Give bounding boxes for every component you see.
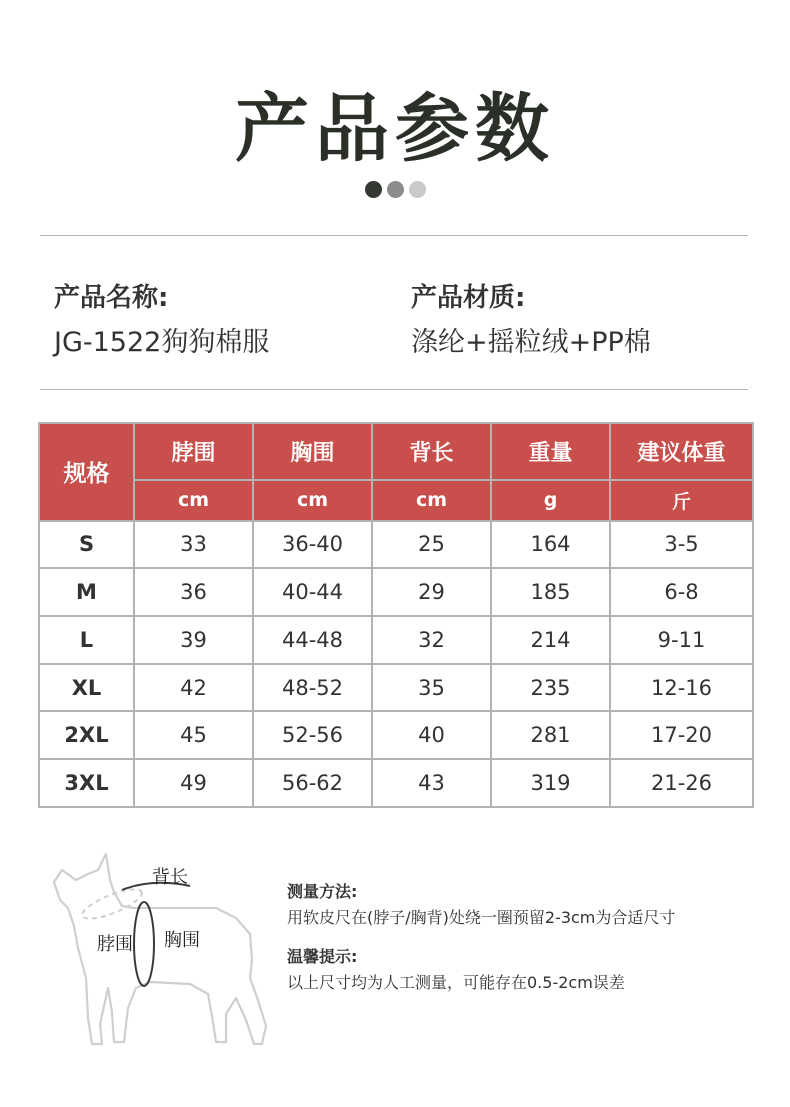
dot-light xyxy=(409,181,426,198)
cell-back: 32 xyxy=(372,616,491,664)
cell-neck: 36 xyxy=(134,568,253,616)
product-name-label: 产品名称: xyxy=(54,283,169,313)
cell-weight: 281 xyxy=(491,711,610,759)
unit-suggested-weight: 斤 xyxy=(610,480,753,521)
cell-back: 25 xyxy=(372,521,491,569)
header-chest: 胸围 xyxy=(253,423,372,480)
cell-weight: 214 xyxy=(491,616,610,664)
cell-weight: 185 xyxy=(491,568,610,616)
chest-loop xyxy=(134,902,154,986)
cell-suggested-weight: 17-20 xyxy=(610,711,753,759)
unit-chest: cm xyxy=(253,480,372,521)
chest-label: 胸围 xyxy=(164,930,200,951)
header-spec xyxy=(39,423,134,521)
divider-top xyxy=(40,235,748,236)
neck-label: 脖围 xyxy=(97,934,133,955)
table-row xyxy=(39,568,753,616)
cell-neck: 33 xyxy=(134,521,253,569)
cell-chest: 40-44 xyxy=(253,568,372,616)
dot-dark xyxy=(365,181,382,198)
cell-suggested-weight: 3-5 xyxy=(610,521,753,569)
cell-chest: 52-56 xyxy=(253,711,372,759)
cell-weight: 235 xyxy=(491,664,610,712)
cell-suggested-weight: 21-26 xyxy=(610,759,753,807)
cell-back: 35 xyxy=(372,664,491,712)
header-weight: 重量 xyxy=(491,423,610,480)
cell-suggested-weight: 12-16 xyxy=(610,664,753,712)
header-back: 背长 xyxy=(372,423,491,480)
cell-suggested-weight: 9-11 xyxy=(610,616,753,664)
cell-neck: 49 xyxy=(134,759,253,807)
cell-size: L xyxy=(39,616,134,664)
table-row xyxy=(39,759,753,807)
decorative-dots xyxy=(0,181,790,198)
cell-neck: 39 xyxy=(134,616,253,664)
unit-back: cm xyxy=(372,480,491,521)
product-name-value: JG-1522狗狗棉服 xyxy=(54,327,270,358)
cell-chest: 36-40 xyxy=(253,521,372,569)
cell-size: M xyxy=(39,568,134,616)
cell-size: 3XL xyxy=(39,759,134,807)
unit-weight: g xyxy=(491,480,610,521)
tip-title: 温馨提示: xyxy=(287,947,358,966)
dot-mid xyxy=(387,181,404,198)
table-row xyxy=(39,664,753,712)
cell-suggested-weight: 6-8 xyxy=(610,568,753,616)
cell-back: 40 xyxy=(372,711,491,759)
page-title: 产品参数 xyxy=(235,86,555,172)
unit-neck: cm xyxy=(134,480,253,521)
size-table xyxy=(38,422,754,808)
table-row xyxy=(39,616,753,664)
cell-neck: 45 xyxy=(134,711,253,759)
cell-chest: 44-48 xyxy=(253,616,372,664)
method-title: 测量方法: xyxy=(287,882,358,901)
cell-neck: 42 xyxy=(134,664,253,712)
cell-back: 43 xyxy=(372,759,491,807)
cell-size: S xyxy=(39,521,134,569)
cell-size: XL xyxy=(39,664,134,712)
product-material-value: 涤纶+摇粒绒+PP棉 xyxy=(411,327,651,358)
tip-text: 以上尺寸均为人工测量，可能存在0.5-2cm误差 xyxy=(287,973,625,992)
cell-size: 2XL xyxy=(39,711,134,759)
cell-chest: 48-52 xyxy=(253,664,372,712)
cell-chest: 56-62 xyxy=(253,759,372,807)
header-suggested-weight: 建议体重 xyxy=(610,423,753,480)
cell-weight: 319 xyxy=(491,759,610,807)
table-row xyxy=(39,521,753,569)
cell-back: 29 xyxy=(372,568,491,616)
back-length-label: 背长 xyxy=(152,867,188,888)
table-row xyxy=(39,711,753,759)
header-neck: 脖围 xyxy=(134,423,253,480)
method-text: 用软皮尺在(脖子/胸背)处绕一圈预留2-3cm为合适尺寸 xyxy=(287,908,676,927)
cell-weight: 164 xyxy=(491,521,610,569)
product-material-label: 产品材质: xyxy=(411,283,526,313)
divider-bottom xyxy=(40,389,748,390)
header-spec-label: 规格 xyxy=(63,461,110,488)
